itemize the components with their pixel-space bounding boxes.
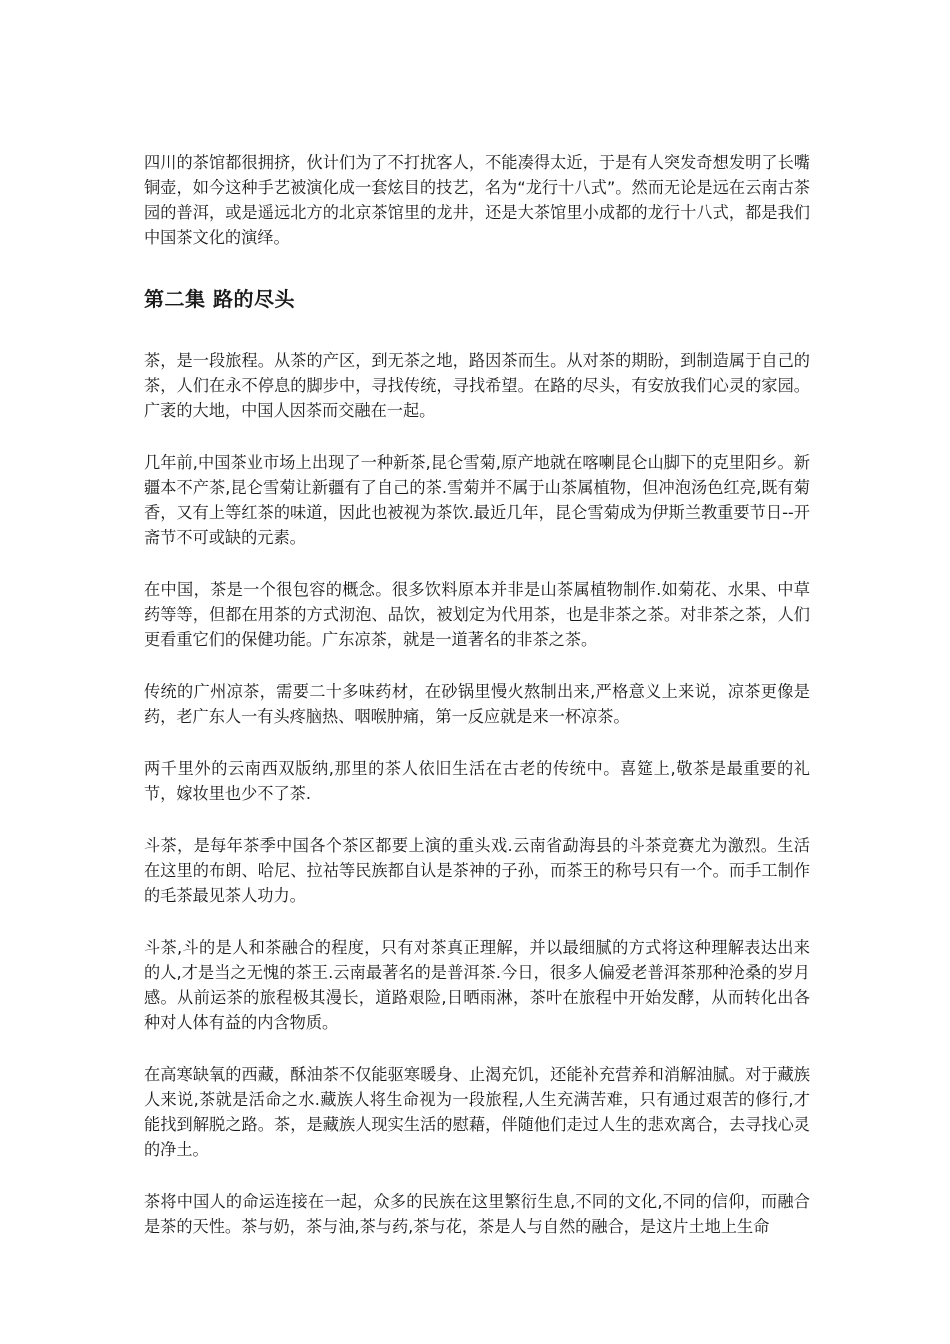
section-title: 第二集 路的尽头	[144, 287, 295, 311]
paragraph: 斗茶，是每年茶季中国各个茶区都要上演的重头戏.云南省勐海县的斗茶竞赛尤为激烈。生活在这里的布朗、哈尼、拉祜等民族都自认是茶神的子孙，而茶王的称号只有一个。而手工制作的毛茶最见茶人功力。	[144, 836, 810, 905]
document-page	[144, 150, 810, 1239]
spacer	[144, 1035, 810, 1062]
spacer	[144, 806, 810, 833]
paragraph: 两千里外的云南西双版纳,那里的茶人依旧生活在古老的传统中。喜筵上,敬茶是最重要的礼节，嫁妆里也少不了茶.	[144, 759, 810, 803]
paragraph: 斗茶,斗的是人和茶融合的程度，只有对茶真正理解，并以最细腻的方式将这种理解表达出来的人,才是当之无愧的茶王.云南最著名的是普洱茶.今日，很多人偏爱老普洱茶那种沧桑的岁月感。从前运茶的旅程极其漫长，道路艰险,日晒雨淋，茶叶在旅程中开始发酵，从而转化出各种对人体有益的内含物质。	[144, 938, 810, 1032]
intro-paragraph: 四川的茶馆都很拥挤，伙计们为了不打扰客人，不能凑得太近，于是有人突发奇想发明了长嘴铜壶，如今这种手艺被演化成一套炫目的技艺，名为“龙行十八式”。然而无论是远在云南古茶园的普洱，或是遥远北方的北京茶馆里的龙井，还是大茶馆里小成都的龙行十八式，都是我们中国茶文化的演绎。	[144, 153, 810, 247]
spacer	[144, 314, 810, 348]
spacer	[144, 250, 810, 284]
paragraph: 几年前,中国茶业市场上出现了一种新茶,昆仑雪菊,原产地就在喀喇昆仑山脚下的克里阳乡。新疆本不产茶,昆仑雪菊让新疆有了自己的茶.雪菊并不属于山茶属植物，但冲泡汤色红亮,既有菊香，又有上等红茶的味道，因此也被视为茶饮.最近几年，昆仑雪菊成为伊斯兰教重要节日--开斋节不可或缺的元素。	[144, 453, 810, 547]
spacer	[144, 550, 810, 577]
spacer	[144, 908, 810, 935]
paragraph: 传统的广州凉茶，需要二十多味药材，在砂锅里慢火熬制出来,严格意义上来说，凉茶更像是药，老广东人一有头疼脑热、咽喉肿痛，第一反应就是来一杯凉茶。	[144, 682, 810, 726]
paragraph: 茶将中国人的命运连接在一起，众多的民族在这里繁衍生息,不同的文化,不同的信仰，而融合是茶的天性。茶与奶，茶与油,茶与药,茶与花，茶是人与自然的融合，是这片土地上生命	[144, 1192, 810, 1236]
paragraph: 在高寒缺氧的西藏，酥油茶不仅能驱寒暖身、止渴充饥，还能补充营养和消解油腻。对于藏族人来说,茶就是活命之水.藏族人将生命视为一段旅程,人生充满苦难，只有通过艰苦的修行,才能找到解脱之路。茶，是藏族人现实生活的慰藉，伴随他们走过人生的悲欢离合，去寻找心灵的净土。	[144, 1065, 810, 1159]
spacer	[144, 652, 810, 679]
spacer	[144, 729, 810, 756]
paragraph: 茶，是一段旅程。从茶的产区，到无茶之地，路因茶而生。从对茶的期盼，到制造属于自己的茶，人们在永不停息的脚步中，寻找传统，寻找希望。在路的尽头，有安放我们心灵的家园。广袤的大地，中国人因茶而交融在一起。	[144, 351, 810, 420]
spacer	[144, 1162, 810, 1189]
paragraph: 在中国，茶是一个很包容的概念。很多饮料原本并非是山茶属植物制作.如菊花、水果、中草药等等，但都在用茶的方式沏泡、品饮，被划定为代用茶，也是非茶之茶。对非茶之茶，人们更看重它们的保健功能。广东凉茶，就是一道著名的非茶之茶。	[144, 580, 810, 649]
spacer	[144, 423, 810, 450]
